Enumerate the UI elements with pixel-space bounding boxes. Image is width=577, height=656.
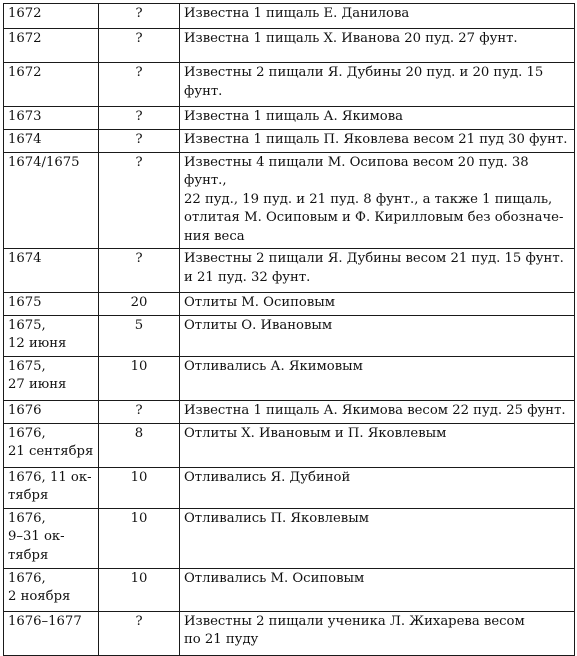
table-row [4,4,575,29]
table-row [4,107,575,130]
note-cell: Известны 2 пищали ученика Л. Жихарева весом по 21 пуду [180,611,575,655]
table-row [4,356,575,400]
note-cell: Известна 1 пищаль П. Яковлева весом 21 пуд 30 фунт. [180,129,575,152]
count-cell: 10 [99,467,180,508]
table-body [4,4,575,656]
table-row [4,293,575,316]
year-cell: 1674 [4,249,99,293]
note-cell: Отливались Я. Дубиной [180,467,575,508]
table-row [4,249,575,293]
year-cell: 1672 [4,4,99,29]
note-cell: Отливались М. Осиповым [180,568,575,611]
count-cell: 20 [99,293,180,316]
table-row [4,423,575,467]
table-row [4,467,575,508]
note-cell: Известны 2 пищали Я. Дубины весом 21 пуд. 15 фунт. и 21 пуд. 32 фунт. [180,249,575,293]
count-cell: 10 [99,568,180,611]
count-cell: ? [99,249,180,293]
count-cell: 5 [99,315,180,356]
year-cell: 1676–1677 [4,611,99,655]
table-row [4,129,575,152]
year-cell: 1672 [4,29,99,63]
year-cell: 1675, 12 июня [4,315,99,356]
table-row [4,63,575,107]
year-cell: 1675, 27 июня [4,356,99,400]
note-cell: Известны 4 пищали М. Осипова весом 20 пуд. 38 фунт., 22 пуд., 19 пуд. и 21 пуд. 8 фунт., а также 1 пищаль, отлитая М. Осиповым и Ф. Кирилловым без обозначе- ния веса [180,152,575,249]
table-row [4,400,575,423]
note-cell: Отлиты Х. Ивановым и П. Яковлевым [180,423,575,467]
count-cell: ? [99,63,180,107]
year-cell: 1676, 21 сентября [4,423,99,467]
year-cell: 1675 [4,293,99,316]
note-cell: Известны 2 пищали Я. Дубины 20 пуд. и 20 пуд. 15 фунт. [180,63,575,107]
count-cell: 10 [99,356,180,400]
cannon-casting-table [3,3,575,656]
count-cell: ? [99,611,180,655]
note-cell: Отлиты О. Ивановым [180,315,575,356]
table-row [4,508,575,568]
table-row [4,568,575,611]
year-cell: 1676, 9–31 ок- тября [4,508,99,568]
count-cell: ? [99,400,180,423]
note-cell: Отлиты М. Осиповым [180,293,575,316]
table-row [4,315,575,356]
note-cell: Известна 1 пищаль Х. Иванова 20 пуд. 27 фунт. [180,29,575,63]
note-cell: Известна 1 пищаль А. Якимова [180,107,575,130]
table-row [4,29,575,63]
year-cell: 1673 [4,107,99,130]
table-row [4,152,575,249]
note-cell: Известна 1 пищаль А. Якимова весом 22 пуд. 25 фунт. [180,400,575,423]
note-cell: Известна 1 пищаль Е. Данилова [180,4,575,29]
table-row [4,611,575,655]
year-cell: 1676, 11 ок- тября [4,467,99,508]
count-cell: ? [99,29,180,63]
note-cell: Отливались П. Яковлевым [180,508,575,568]
count-cell: ? [99,4,180,29]
count-cell: 8 [99,423,180,467]
year-cell: 1676, 2 ноября [4,568,99,611]
year-cell: 1672 [4,63,99,107]
count-cell: ? [99,152,180,249]
year-cell: 1674 [4,129,99,152]
year-cell: 1676 [4,400,99,423]
count-cell: ? [99,107,180,130]
count-cell: 10 [99,508,180,568]
count-cell: ? [99,129,180,152]
year-cell: 1674/1675 [4,152,99,249]
note-cell: Отливались А. Якимовым [180,356,575,400]
